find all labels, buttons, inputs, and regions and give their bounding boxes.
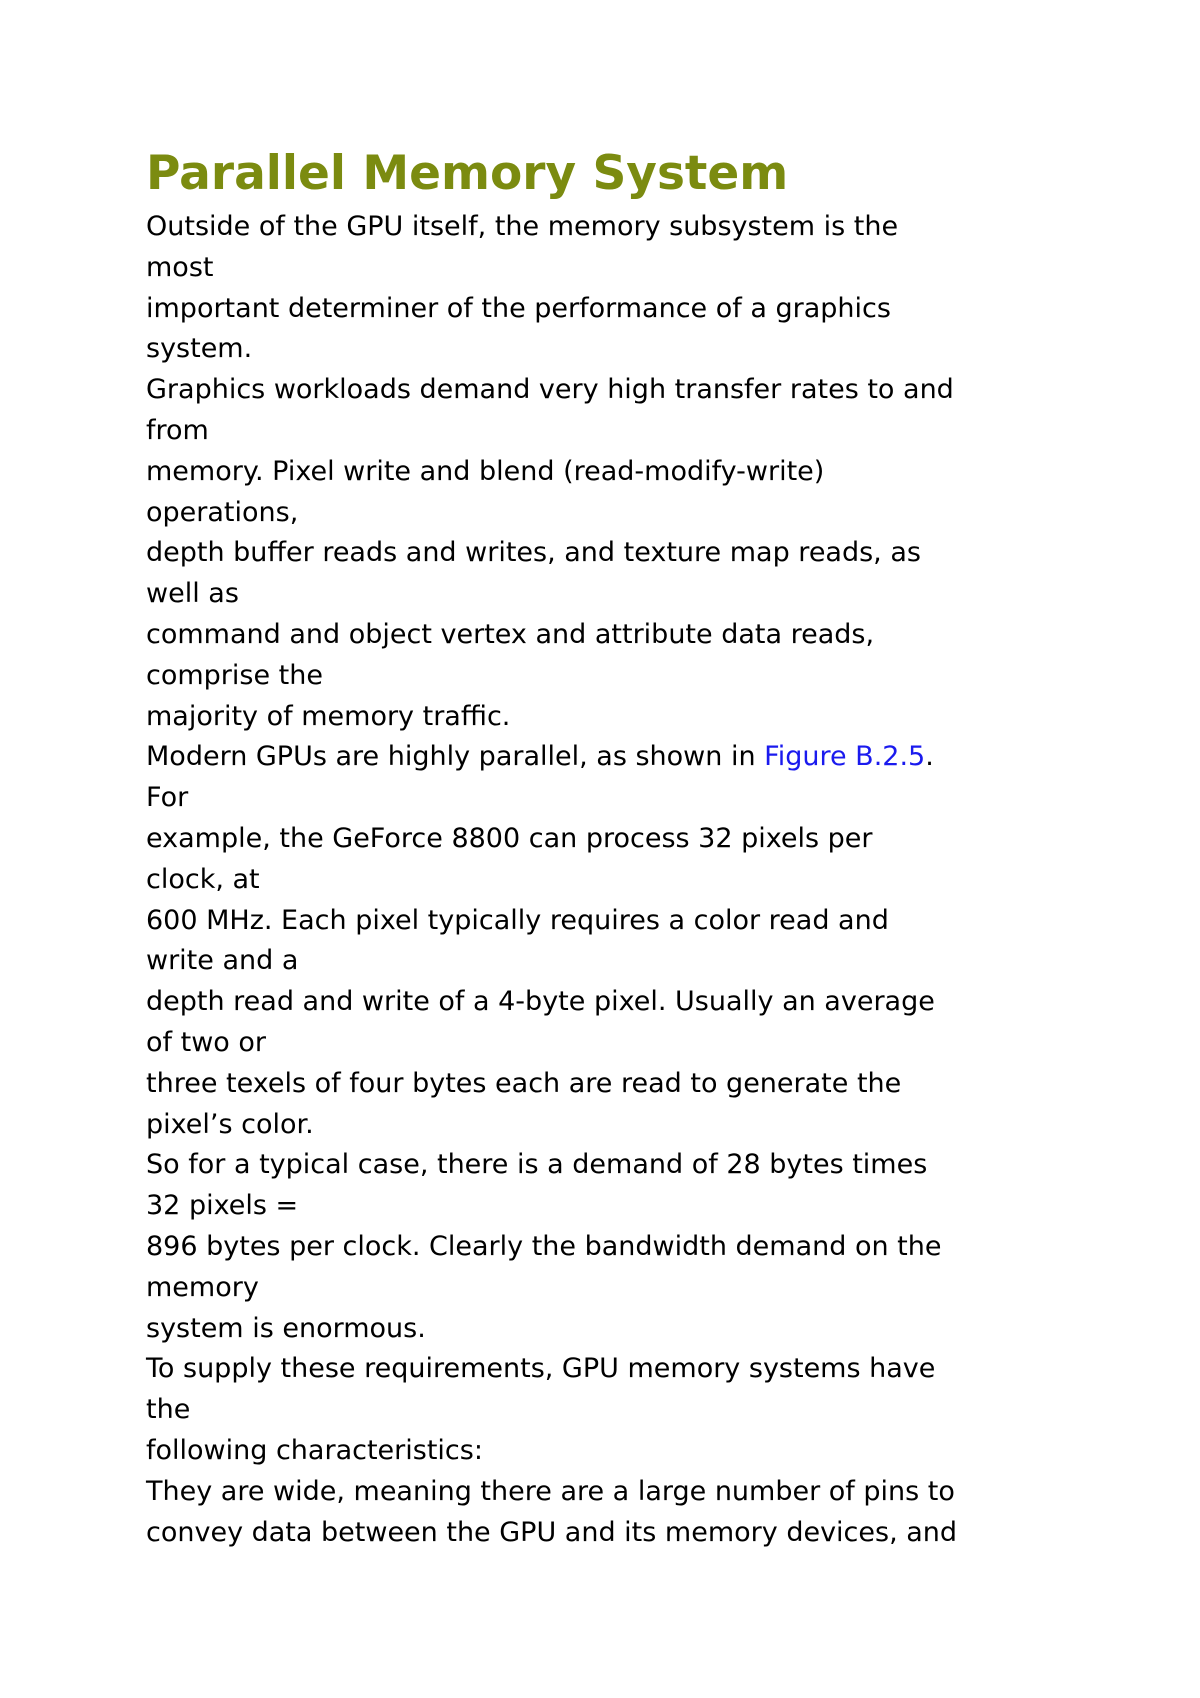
text-line: 600 MHz. Each pixel typically requires a color read and (146, 904, 889, 936)
text-line: 896 bytes per clock. Clearly the bandwidth demand on the (146, 1230, 942, 1262)
text-line: depth buffer reads and writes, and texture map reads, as (146, 537, 921, 569)
text-line: example, the GeForce 8800 can process 32 pixels per (146, 822, 873, 854)
text-line: from (146, 414, 209, 446)
text-line: write and a (146, 945, 299, 977)
text-line: So for a typical case, there is a demand of 28 bytes times (146, 1149, 928, 1181)
text-line: Outside of the GPU itself, the memory subsystem is the (146, 211, 899, 242)
text-line: operations, (146, 496, 299, 528)
text-line: three texels of four bytes each are read to generate the (146, 1067, 902, 1099)
text-line: memory (146, 1271, 259, 1303)
text-line: of two or (146, 1026, 266, 1058)
text-line: To supply these requirements, GPU memory systems have (146, 1353, 936, 1385)
text-line: system is enormous. (146, 1312, 426, 1344)
text-line: system. (146, 333, 253, 365)
figure-link[interactable]: Figure B.2.5 (764, 741, 926, 773)
text-line: comprise the (146, 659, 323, 691)
text-line-with-link (146, 737, 1086, 778)
text-line: Graphics workloads demand very high transfer rates to and (146, 374, 954, 406)
text-segment: Modern GPUs are highly parallel, as shown in (146, 741, 765, 773)
text-line: the (146, 1394, 191, 1426)
text-line: most (146, 251, 214, 283)
text-line: following characteristics: (146, 1434, 483, 1466)
text-line: majority of memory traffic. (146, 700, 511, 732)
text-line: depth read and write of a 4-byte pixel. Usually an average (146, 986, 935, 1018)
text-line: important determiner of the performance of a graphics (146, 292, 891, 324)
text-line: 32 pixels = (146, 1190, 299, 1222)
text-line: command and object vertex and attribute data reads, (146, 618, 875, 650)
text-line: memory. Pixel write and blend (read-modify-write) (146, 455, 825, 487)
text-segment: . (925, 741, 934, 773)
section-heading: Parallel Memory System (146, 146, 789, 201)
text-line: convey data between the GPU and its memory devices, and (146, 1516, 958, 1548)
text-line: well as (146, 578, 239, 610)
text-line: For (146, 782, 189, 814)
text-line: pixel’s color. (146, 1108, 314, 1140)
body-text (146, 207, 1086, 1553)
text-line: They are wide, meaning there are a large number of pins to (146, 1475, 955, 1507)
text-line: clock, at (146, 863, 260, 895)
